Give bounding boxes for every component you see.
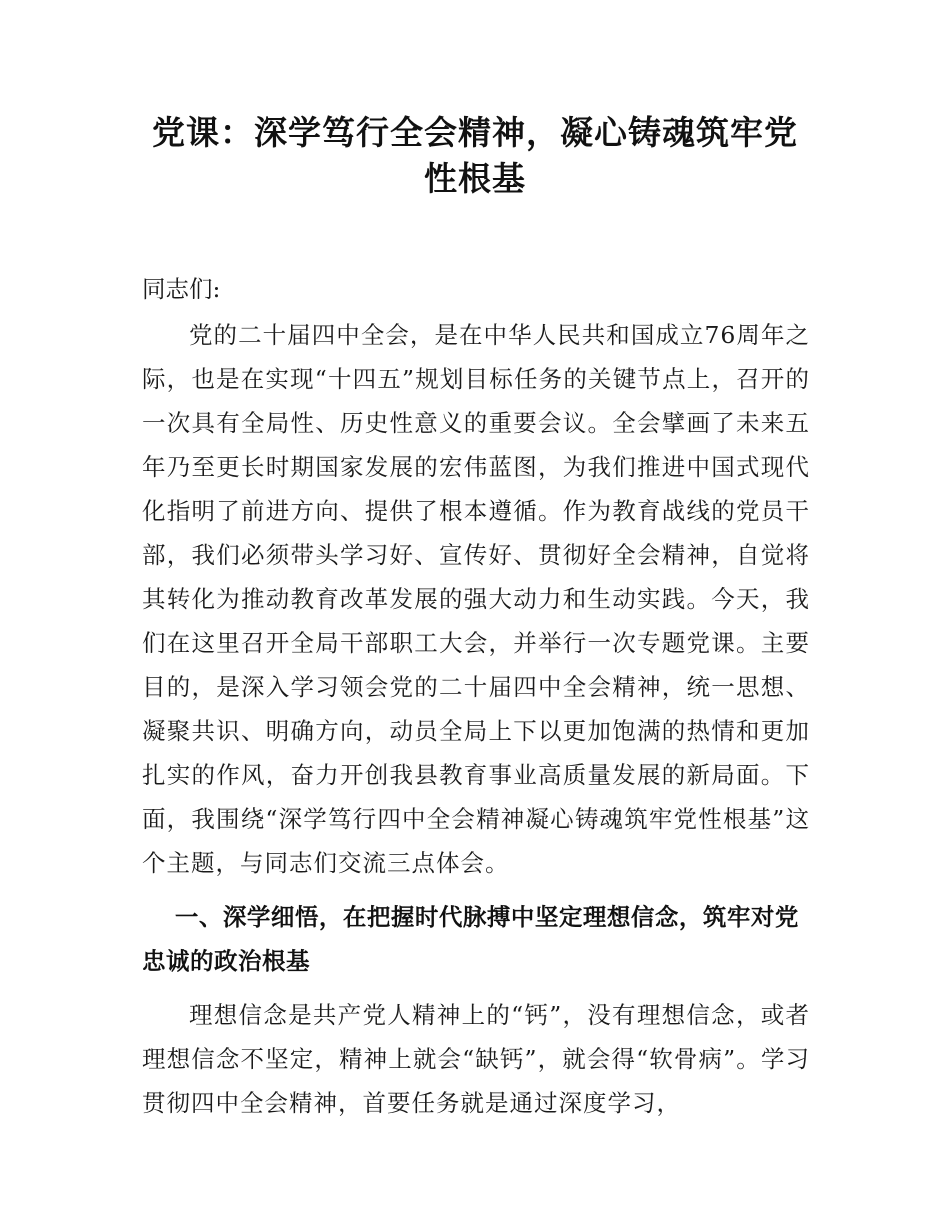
paragraph-intro: 党的二十届四中全会，是在中华人民共和国成立76周年之际，也是在实现“十四五”规划目标任务的关键节点上，召开的一次具有全局性、历史性意义的重要会议。全会擘画了未来五年乃至更长时期国家发展的宏伟蓝图，为我们推进中国式现代化指明了前进方向、提供了根本遵循。作为教育战线的党员干部，我们必须带头学习好、宣传好、贯彻好全会精神，自觉将其转化为推动教育改革发展的强大动力和生动实践。今天，我们在这里召开全局干部职工大会，并举行一次专题党课。主要目的，是深入学习领会党的二十届四中全会精神，统一思想、凝聚共识、明确方向，动员全局上下以更加饱满的热情和更加扎实的作风，奋力开创我县教育事业高质量发展的新局面。下面，我围绕“深学笃行四中全会精神凝心铸魂筑牢党性根基”这个主题，与同志们交流三点体会。 — [142, 321, 810, 877]
salutation: 同志们: — [142, 275, 221, 303]
document-title: 党课：深学笃行全会精神，凝心铸魂筑牢党性根基 — [152, 113, 798, 198]
paragraph-section-1: 理想信念是共产党人精神上的“钙”，没有理想信念，或者理想信念不坚定，精神上就会“缺钙”，就会得“软骨病”。学习贯彻四中全会精神，首要任务就是通过深度学习， — [142, 1001, 810, 1117]
document-body — [142, 266, 810, 1125]
section-heading-1: 一、深学细悟，在把握时代脉搏中坚定理想信念，筑牢对党忠诚的政治根基 — [142, 903, 799, 975]
